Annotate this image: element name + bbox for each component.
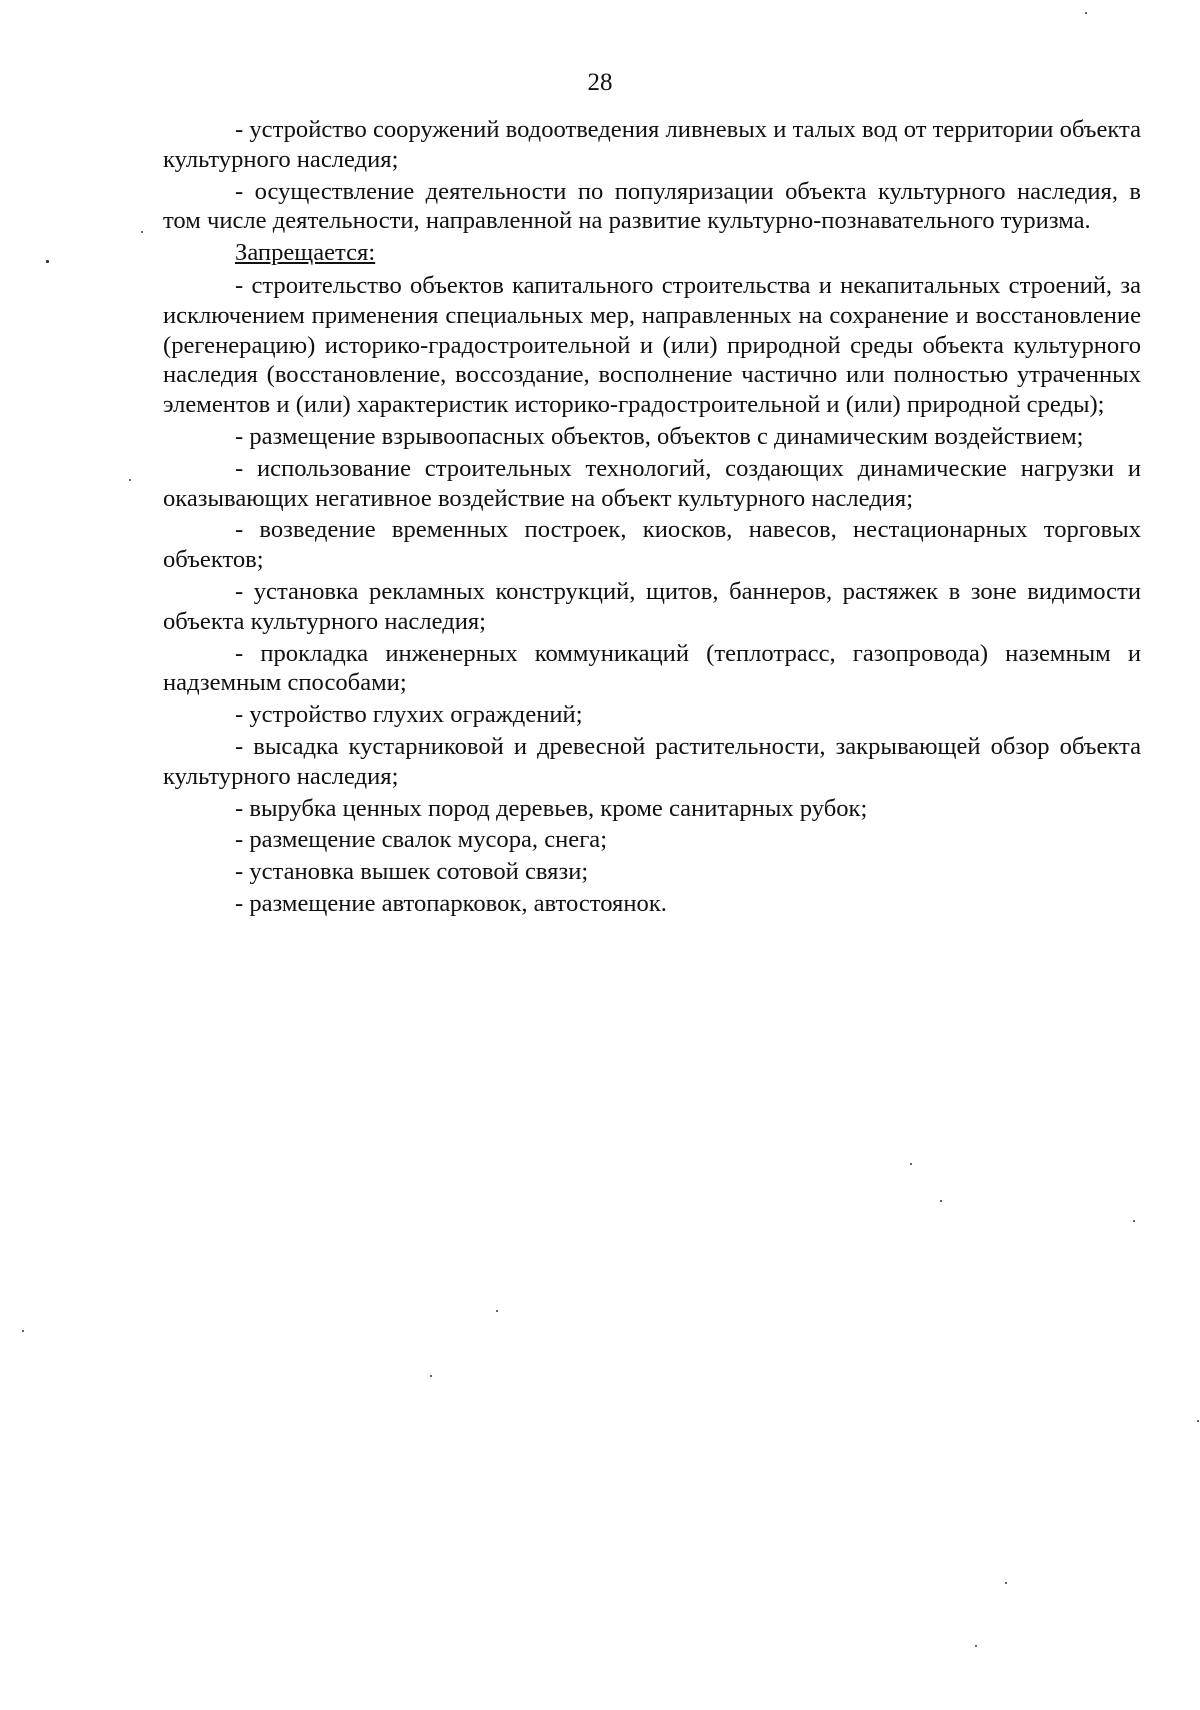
- prohibited-item: - устройство глухих ограждений;: [235, 701, 583, 729]
- prohibited-item: - размещение взрывоопасных объектов, объектов с динамическим воздействием;: [235, 422, 1084, 450]
- paragraph-popularization: - осуществление деятельности по популяризации объекта культурного наследия, в том числе деятельности, направленной на развитие культурно-познавательного туризма.: [163, 177, 1141, 235]
- prohibited-heading-text: Запрещается:: [235, 239, 376, 267]
- scan-speck: [46, 260, 49, 263]
- prohibited-item: - вырубка ценных пород деревьев, кроме санитарных рубок;: [235, 794, 868, 822]
- scan-speck: [129, 479, 131, 481]
- page-number: 28: [587, 69, 613, 96]
- scan-speck: [1197, 1420, 1199, 1422]
- paragraph-drainage: - устройство сооружений водоотведения ливневых и талых вод от территории объекта культурного наследия;: [163, 116, 1141, 173]
- scan-speck: [430, 1375, 432, 1377]
- prohibited-heading: [163, 238, 1141, 268]
- scan-speck: [910, 1163, 912, 1165]
- scan-speck: [1005, 1582, 1007, 1584]
- scan-speck: [940, 1200, 942, 1202]
- prohibited-item: - использование строительных технологий, создающих динамические нагрузки и оказывающих негативное воздействие на объект культурного наследия;: [163, 454, 1141, 512]
- prohibited-item: - размещение автопарковок, автостоянок.: [235, 889, 667, 917]
- prohibited-item: - размещение свалок мусора, снега;: [235, 826, 608, 854]
- scan-speck: [22, 1330, 24, 1332]
- scan-speck: [1133, 1220, 1135, 1222]
- scan-speck: [975, 1645, 977, 1647]
- prohibited-item: - высадка кустарниковой и древесной растительности, закрывающей обзор объекта культурного наследия;: [163, 732, 1141, 790]
- prohibited-item: - возведение временных построек, киосков, навесов, нестационарных торговых объектов;: [163, 516, 1141, 574]
- prohibited-item: - установка рекламных конструкций, щитов, баннеров, растяжек в зоне видимости объекта культурного наследия;: [163, 577, 1141, 635]
- prohibited-item: - прокладка инженерных коммуникаций (теплотрасс, газопровода) наземным и надземным способами;: [163, 639, 1141, 697]
- scan-speck: [1085, 12, 1087, 14]
- scan-speck: [496, 1310, 498, 1312]
- prohibited-item: - установка вышек сотовой связи;: [235, 858, 589, 886]
- scan-speck: [141, 231, 143, 233]
- prohibited-item: - строительство объектов капитального строительства и некапитальных строений, за исключением применения специальных мер, направленных на сохранение и восстановление (регенерацию) историко-градостроительной и (или) природной среды объекта культурного наследия (восстановление, воссоздание, восполнение частично или полностью утраченных элементов и (или) характеристик историко-градостроительной и (или) природной среды);: [163, 271, 1141, 419]
- document-body: [163, 115, 1141, 921]
